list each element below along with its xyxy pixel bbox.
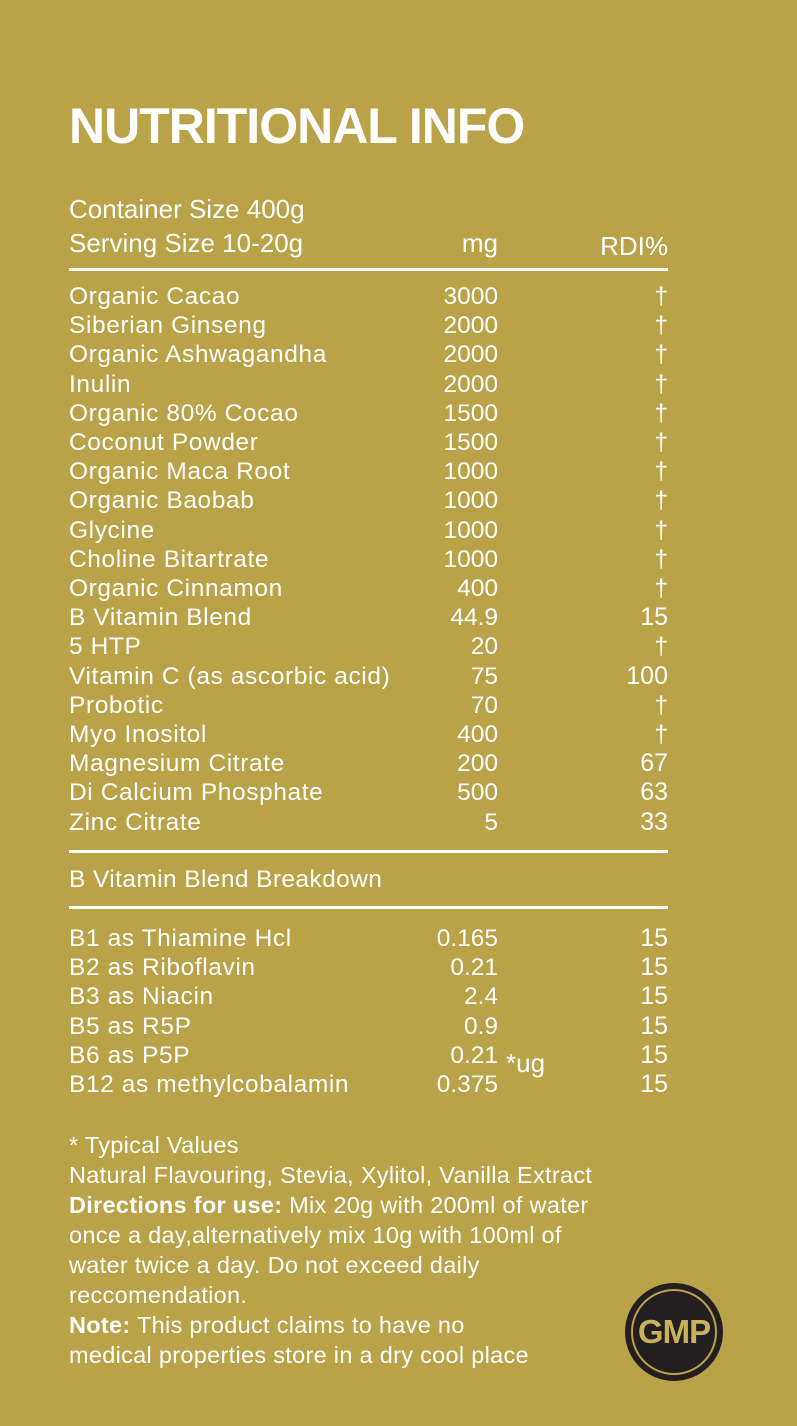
ingredient-amount: 1500 — [443, 429, 498, 456]
ingredient-amount: 1000 — [443, 487, 498, 515]
table-row — [69, 953, 668, 982]
table-row — [69, 603, 668, 632]
flavouring-text: Natural Flavouring, Stevia, Xylitol, Vanilla Extract — [69, 1162, 593, 1188]
table-row — [69, 778, 668, 807]
serving-size: Serving Size 10-20g — [69, 228, 304, 258]
column-header-mg: mg — [461, 228, 498, 258]
table-row — [69, 1012, 668, 1041]
table-row — [69, 399, 668, 428]
ingredient-amount: 2.4 — [463, 983, 498, 1011]
divider — [69, 906, 668, 909]
ingredient-amount: 1000 — [443, 458, 498, 486]
table-row — [69, 311, 668, 340]
ingredient-name: Inulin — [69, 370, 132, 398]
ingredient-name: Coconut Powder — [69, 429, 259, 456]
ingredient-rdi: 15 — [640, 603, 668, 632]
table-row — [69, 1041, 668, 1070]
directions-text: Mix 20g with 200ml of water — [282, 1192, 589, 1218]
ingredient-amount: 44.9 — [450, 604, 498, 632]
ingredient-rdi: † — [654, 575, 668, 602]
note-text: This product claims to have no — [130, 1312, 465, 1338]
ingredient-name: Probotic — [69, 691, 164, 719]
ingredient-name: B6 as P5P — [69, 1041, 191, 1069]
ingredient-amount: 2000 — [443, 341, 498, 369]
directions-line-2: once a day,alternatively mix 10g with 100ml of — [69, 1222, 562, 1248]
ingredient-amount: 0.21 — [450, 954, 498, 982]
ingredient-name: B3 as Niacin — [69, 983, 214, 1011]
table-row — [69, 486, 668, 515]
ingredient-name: 5 HTP — [69, 633, 142, 661]
breakdown-title: B Vitamin Blend Breakdown — [69, 866, 383, 893]
ingredient-name: Organic Cinnamon — [69, 575, 283, 602]
ingredient-name: B12 as methylcobalamin — [69, 1071, 350, 1098]
ingredient-rdi: † — [654, 721, 668, 748]
ingredient-amount: 2000 — [443, 370, 498, 398]
table-row — [69, 1070, 668, 1099]
ingredient-rdi: † — [654, 458, 668, 486]
ingredient-rdi: 15 — [640, 1070, 668, 1098]
ingredient-name: Siberian Ginseng — [69, 312, 267, 340]
ingredient-name: B5 as R5P — [69, 1012, 192, 1040]
ingredient-name: Glycine — [69, 516, 155, 544]
table-row — [69, 370, 668, 399]
table-row — [69, 282, 668, 311]
ingredient-rdi: † — [654, 312, 668, 340]
directions-line-4: reccomendation. — [69, 1282, 248, 1308]
note-label: Note: — [69, 1312, 131, 1338]
ingredient-amount: 2000 — [443, 312, 498, 340]
ingredient-amount: 0.9 — [463, 1012, 498, 1040]
table-row — [69, 982, 668, 1011]
ingredient-rdi: † — [654, 516, 668, 544]
table-row — [69, 457, 668, 486]
ingredient-rdi: † — [654, 545, 668, 573]
ingredient-amount: 1000 — [443, 516, 498, 544]
ingredient-amount: 400 — [457, 721, 498, 748]
ingredient-name: Organic Maca Root — [69, 458, 291, 486]
container-size: Container Size 400g — [69, 194, 305, 224]
table-row — [69, 749, 668, 778]
table-row — [69, 691, 668, 720]
ingredient-name: Vitamin C (as ascorbic acid) — [69, 662, 391, 690]
ingredient-rdi: † — [654, 341, 668, 369]
table-row — [69, 924, 668, 953]
ingredient-name: Organic Cacao — [69, 283, 241, 310]
note-line-2: medical properties store in a dry cool place — [69, 1342, 529, 1368]
gmp-badge-icon — [625, 1283, 723, 1381]
ingredient-amount: 1500 — [443, 399, 498, 427]
table-row — [69, 340, 668, 369]
ingredient-rdi: 100 — [626, 661, 668, 690]
gmp-badge-text: GMP — [637, 1313, 711, 1350]
table-row — [69, 545, 668, 574]
ingredient-name: Myo Inositol — [69, 721, 207, 748]
directions-label: Directions for use: — [69, 1192, 283, 1218]
table-row — [69, 662, 668, 691]
ingredient-rdi: † — [654, 691, 668, 719]
ingredient-amount: 0.165 — [436, 925, 498, 952]
page-title: NUTRITIONAL INFO — [69, 98, 525, 154]
ingredient-amount: 1000 — [443, 545, 498, 573]
table-row — [69, 574, 668, 603]
ingredient-rdi: † — [654, 370, 668, 398]
ingredient-rdi: 67 — [640, 749, 668, 778]
ingredient-amount: 3000 — [443, 283, 498, 310]
table-row — [69, 720, 668, 749]
ingredient-name: B2 as Riboflavin — [69, 954, 256, 982]
ingredient-rdi: † — [654, 633, 668, 661]
note-line-1 — [69, 1310, 465, 1340]
ingredient-name: Zinc Citrate — [69, 808, 202, 836]
ingredient-amount: 0.21 — [450, 1041, 498, 1069]
ingredient-rdi: 15 — [640, 982, 668, 1011]
table-row — [69, 516, 668, 545]
ingredient-name: Magnesium Citrate — [69, 750, 285, 778]
ingredient-rdi: 63 — [640, 778, 668, 807]
ingredient-name: B1 as Thiamine Hcl — [69, 925, 292, 952]
ingredient-name: Choline Bitartrate — [69, 545, 270, 573]
directions-line-1 — [69, 1190, 589, 1220]
ingredient-amount: 500 — [457, 779, 498, 807]
directions-line-3: water twice a day. Do not exceed daily — [69, 1252, 480, 1278]
ingredient-amount: 200 — [457, 750, 498, 778]
ingredient-rdi: † — [654, 283, 668, 310]
ingredient-amount: 5 — [484, 808, 498, 836]
ingredient-rdi: 33 — [640, 807, 668, 836]
ingredient-amount: 400 — [457, 575, 498, 602]
divider — [69, 850, 668, 853]
column-header-rdi: RDI% — [600, 231, 668, 261]
ingredient-amount: 70 — [470, 691, 498, 719]
table-row — [69, 808, 668, 837]
ingredient-name: Organic Baobab — [69, 487, 255, 515]
ingredient-rdi: 15 — [640, 924, 668, 952]
ingredient-rdi: † — [654, 429, 668, 456]
table-row — [69, 428, 668, 457]
ingredient-name: Organic Ashwagandha — [69, 341, 327, 369]
ingredient-rdi: † — [654, 399, 668, 427]
ingredient-amount: 75 — [470, 662, 498, 690]
ingredient-name: B Vitamin Blend — [69, 604, 252, 632]
ingredient-name: Organic 80% Cocao — [69, 399, 299, 427]
divider — [69, 268, 668, 271]
ingredient-rdi: 15 — [640, 1040, 668, 1069]
ingredient-rdi: 15 — [640, 953, 668, 982]
ingredient-name: Di Calcium Phosphate — [69, 779, 324, 807]
ingredient-amount: 20 — [470, 633, 498, 661]
table-row — [69, 632, 668, 661]
ingredient-rdi: 15 — [640, 1011, 668, 1040]
ingredient-rdi: † — [654, 487, 668, 515]
ingredient-amount: 0.375 — [436, 1071, 498, 1098]
typical-values-note: * Typical Values — [69, 1132, 239, 1158]
unit-note: *ug — [506, 1048, 546, 1078]
